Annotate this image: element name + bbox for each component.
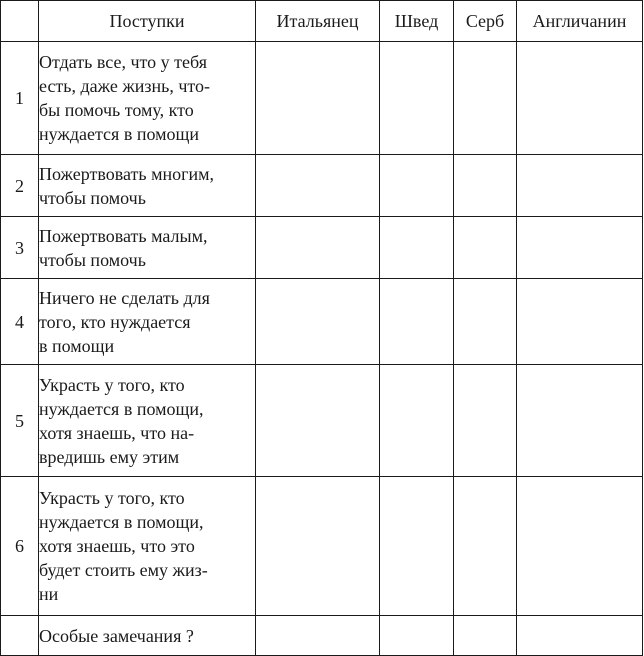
swede-answer-cell[interactable] <box>380 477 454 616</box>
swede-answer-cell[interactable] <box>380 155 454 217</box>
action-line: есть, даже жизнь, что- <box>39 76 211 96</box>
englishman-answer-cell[interactable] <box>517 42 643 155</box>
table-row <box>1 365 643 477</box>
row-number: 2 <box>1 155 39 217</box>
table-row <box>1 155 643 217</box>
swede-remarks-cell[interactable] <box>380 616 454 656</box>
italian-answer-cell[interactable] <box>256 217 380 279</box>
action-line: чтобы помочь <box>39 187 146 208</box>
action-line: Пожертвовать многим, <box>39 163 215 184</box>
table-row <box>1 477 643 616</box>
header-number <box>1 1 39 42</box>
serb-answer-cell[interactable] <box>454 279 517 365</box>
swede-answer-cell[interactable] <box>380 279 454 365</box>
action-line: хотя знаешь, что на- <box>39 422 195 443</box>
action-cell <box>39 477 256 616</box>
header-actions: Поступки <box>39 1 256 42</box>
remarks-label: Особые замечания ? <box>39 625 194 646</box>
action-line: Украсть у того, кто <box>39 374 185 395</box>
header-englishman: Англичанин <box>517 1 643 42</box>
action-line: Украсть у того, кто <box>39 488 185 508</box>
englishman-answer-cell[interactable] <box>517 217 643 279</box>
row-number: 6 <box>1 477 39 616</box>
swede-answer-cell[interactable] <box>380 42 454 155</box>
italian-answer-cell[interactable] <box>256 155 380 217</box>
action-line: хотя знаешь, что это <box>39 536 195 556</box>
englishman-remarks-cell[interactable] <box>517 616 643 656</box>
action-line: бы помочь тому, кто <box>39 100 194 120</box>
action-line: нуждается в помощи, <box>39 398 204 419</box>
action-line: нуждается в помощи <box>39 124 199 144</box>
row-number: 4 <box>1 279 39 365</box>
table-row <box>1 616 643 656</box>
italian-answer-cell[interactable] <box>256 365 380 477</box>
action-cell <box>39 365 256 477</box>
serb-answer-cell[interactable] <box>454 217 517 279</box>
remarks-label-cell <box>39 616 256 656</box>
action-cell <box>39 217 256 279</box>
serb-answer-cell[interactable] <box>454 477 517 616</box>
row-number: 1 <box>1 42 39 155</box>
action-line: Отдать все, что у тебя <box>39 52 208 72</box>
serb-answer-cell[interactable] <box>454 42 517 155</box>
action-cell <box>39 279 256 365</box>
swede-answer-cell[interactable] <box>380 365 454 477</box>
swede-answer-cell[interactable] <box>380 217 454 279</box>
action-line: в помощи <box>39 335 115 356</box>
serb-answer-cell[interactable] <box>454 155 517 217</box>
action-line: чтобы помочь <box>39 249 146 270</box>
action-line: вредишь ему этим <box>39 446 180 467</box>
action-cell <box>39 155 256 217</box>
action-cell <box>39 42 256 155</box>
action-line: ни <box>39 584 59 604</box>
englishman-answer-cell[interactable] <box>517 365 643 477</box>
row-number: 3 <box>1 217 39 279</box>
header-row <box>1 1 643 42</box>
italian-answer-cell[interactable] <box>256 477 380 616</box>
header-italian: Итальянец <box>256 1 380 42</box>
serb-remarks-cell[interactable] <box>454 616 517 656</box>
table-row <box>1 217 643 279</box>
action-line: будет стоить ему жиз- <box>39 560 208 580</box>
italian-answer-cell[interactable] <box>256 42 380 155</box>
table-row <box>1 279 643 365</box>
header-swede: Швед <box>380 1 454 42</box>
italian-remarks-cell[interactable] <box>256 616 380 656</box>
row-number: 5 <box>1 365 39 477</box>
table-row <box>1 42 643 155</box>
action-line: Пожертвовать малым, <box>39 225 208 246</box>
header-serb: Серб <box>454 1 517 42</box>
action-line: Ничего не сделать для <box>39 287 210 308</box>
englishman-answer-cell[interactable] <box>517 477 643 616</box>
action-line: того, кто нуждается <box>39 311 191 332</box>
action-line: нуждается в помощи, <box>39 512 204 532</box>
englishman-answer-cell[interactable] <box>517 279 643 365</box>
row-number <box>1 616 39 656</box>
serb-answer-cell[interactable] <box>454 365 517 477</box>
italian-answer-cell[interactable] <box>256 279 380 365</box>
englishman-answer-cell[interactable] <box>517 155 643 217</box>
